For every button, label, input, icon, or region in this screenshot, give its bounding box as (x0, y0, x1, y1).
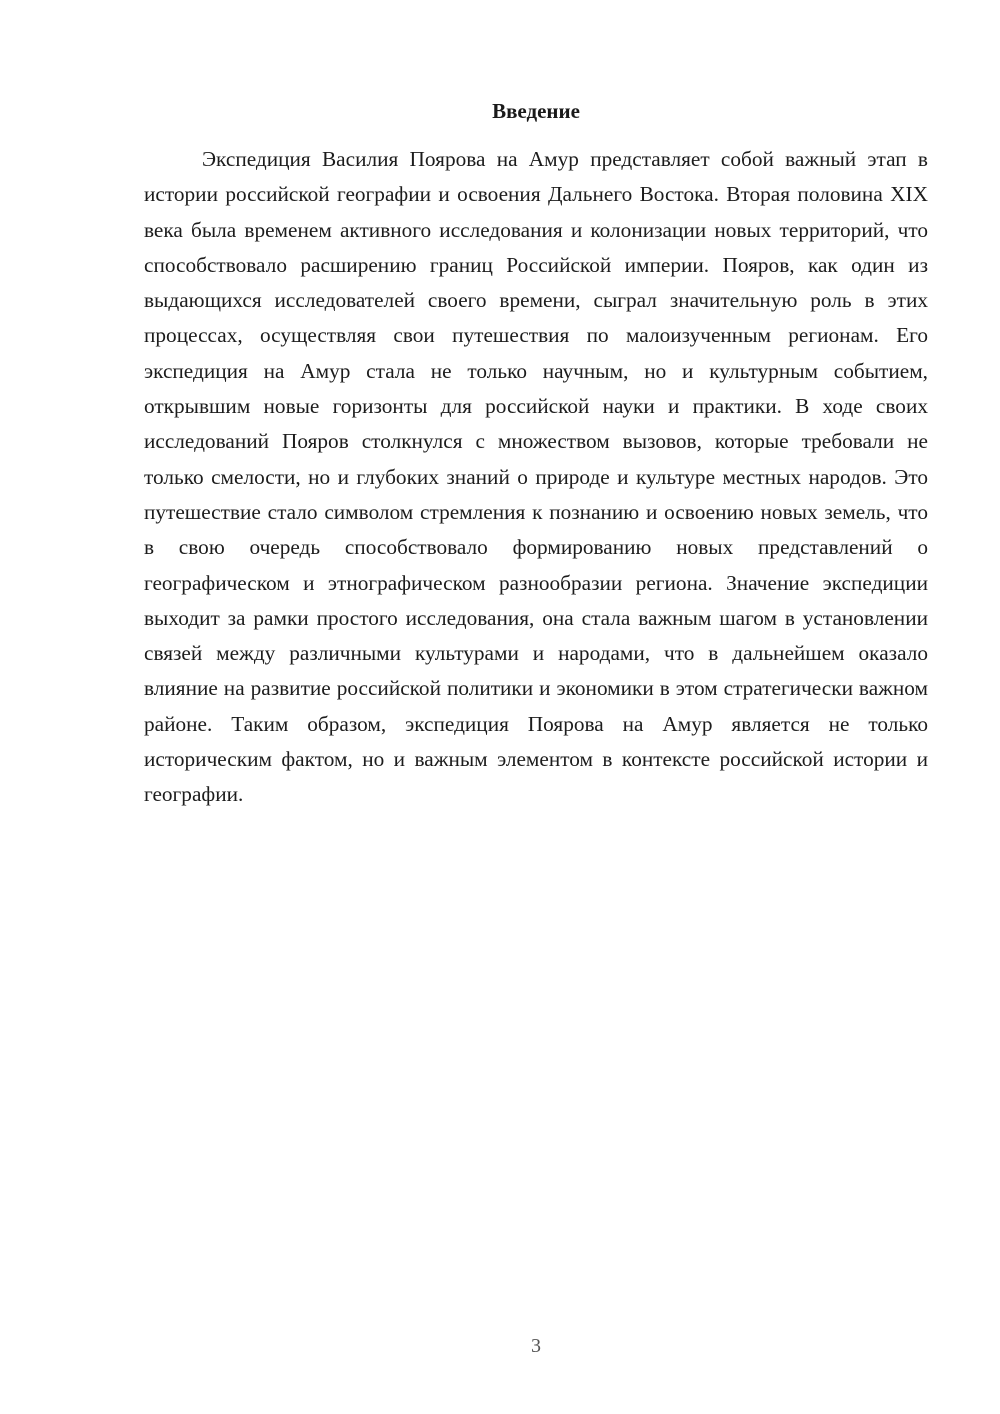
body-paragraph: Экспедиция Василия Поярова на Амур представляет собой важный этап в истории российской географии и освоения Дальнего Востока. Вторая половина XIX века была временем активного исследования и колонизации новых территорий, что способствовало расширению границ Российской империи. Пояров, как один из выдающихся исследователей своего времени, сыграл значительную роль в этих процессах, осуществляя свои путешествия по малоизученным регионам. Его экспедиция на Амур стала не только научным, но и культурным событием, открывшим новые горизонты для российской науки и практики. В ходе своих исследований Пояров столкнулся с множеством вызовов, которые требовали не только смелости, но и глубоких знаний о природе и культуре местных народов. Это путешествие стало символом стремления к познанию и освоению новых земель, что в свою очередь способствовало формированию новых представлений о географическом и этнографическом разнообразии региона. Значение экспедиции выходит за рамки простого исследования, она стала важным шагом в установлении связей между различными культурами и народами, что в дальнейшем оказало влияние на развитие российской политики и экономики в этом стратегически важном районе. Таким образом, экспедиция Поярова на Амур является не только историческим фактом, но и важным элементом в контексте российской истории и географии. (144, 147, 928, 807)
page-number: 3 (531, 1335, 541, 1357)
section-heading: Введение (492, 99, 580, 123)
